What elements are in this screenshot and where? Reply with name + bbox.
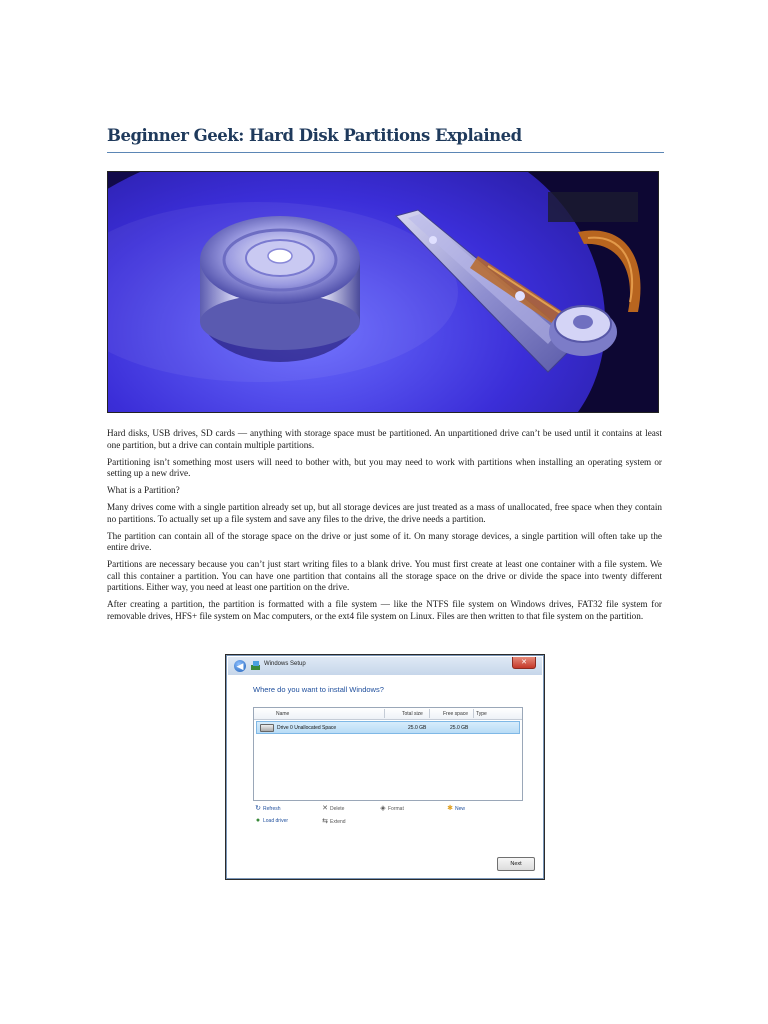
extend-label: Extend [330,819,346,825]
refresh-icon: ↻ [255,805,261,812]
partition-free-space: 25.0 GB [450,725,469,731]
format-icon: ◈ [380,805,386,812]
next-button[interactable]: Next [497,857,535,871]
drive-icon [260,724,274,732]
format-label: Format [388,806,404,812]
back-arrow-icon[interactable]: ◀ [234,660,246,672]
title-divider [107,152,664,153]
article-body [107,428,662,628]
refresh-button[interactable] [254,804,281,812]
setup-app-icon [251,661,261,671]
load-driver-label: Load driver [263,818,289,824]
paragraph-intro: Hard disks, USB drives, SD cards — anything with storage space must be partitioned. An unpartitioned drive can’t be used until it contains at least one partition, but a drive can contain multiple partitions. [107,428,662,450]
column-header-free-space[interactable]: Free space [443,711,469,717]
extend-icon: ⇆ [322,818,328,825]
setup-heading: Where do you want to install Windows? [253,685,384,694]
partition-table-header [254,708,522,720]
paragraph-formatting: After creating a partition, the partition is formatted with a file system — like the NTFS file system on Windows drives, FAT32 file system for removable drives, HFS+ file system on Mac computers, or the ext4 file system on Linux. Files are then written to that file system on the partition. [107,599,662,621]
hard-disk-illustration [108,172,658,412]
windows-setup-screenshot [225,654,545,880]
new-icon: ✱ [447,805,453,812]
load-driver-icon: ● [255,817,261,824]
partition-row[interactable] [256,721,520,734]
new-label: New [455,806,466,812]
delete-label: Delete [330,806,345,812]
partition-name: Drive 0 Unallocated Space [277,725,337,731]
column-header-type[interactable]: Type [476,711,487,717]
partition-total-size: 25.0 GB [408,725,427,731]
setup-window-title: Windows Setup [264,661,306,667]
extend-button[interactable] [321,817,346,825]
paragraph-usage: Partitioning isn’t something most users will need to bother with, but you may need to work with partitions when installing an operating system or setting up a new drive. [107,456,662,478]
refresh-label: Refresh [263,806,281,812]
format-button[interactable] [379,804,404,812]
column-separator [384,709,385,718]
column-header-total-size[interactable]: Total size [402,711,423,717]
paragraph-necessity: Partitions are necessary because you can’t just start writing files to a blank drive. You must first create at least one container with a file system. We call this container a partition. You can have one partition that contains all the storage space on the drive or divide the space into twenty different partitions. Either way, you need at least one partition on the drive. [107,559,662,592]
partition-table [253,707,523,801]
paragraph-definition: Many drives come with a single partition already set up, but all storage devices are just treated as a mass of unallocated, free space when they contain no partitions. To actually set up a file system and save any files to the drive, the drive needs a partition. [107,502,662,524]
setup-titlebar [228,657,542,675]
column-separator [429,709,430,718]
section-heading-what-is-partition: What is a Partition? [107,485,180,495]
hard-disk-photo [107,171,659,413]
delete-button[interactable] [321,804,344,812]
new-button[interactable] [446,804,465,812]
load-driver-button[interactable] [254,817,288,824]
article-title: Beginner Geek: Hard Disk Partitions Explained [107,126,522,145]
close-icon[interactable]: ✕ [512,657,536,669]
delete-icon: ✕ [322,805,328,812]
paragraph-storage-space: The partition can contain all of the storage space on the drive or just some of it. On many storage devices, a single partition will often take up the entire drive. [107,530,662,552]
column-header-name[interactable]: Name [276,711,290,717]
column-separator [473,709,474,718]
